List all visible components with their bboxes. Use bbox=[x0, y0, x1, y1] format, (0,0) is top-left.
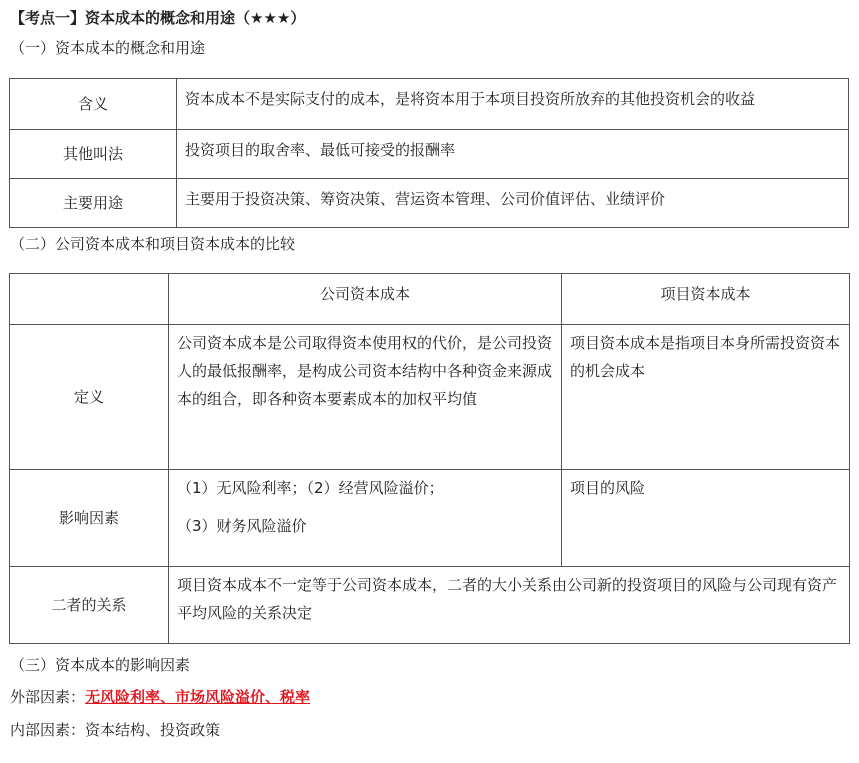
concept-table bbox=[9, 78, 849, 228]
project-definition: 项目资本成本是指项目本身所需投资资本的机会成本 bbox=[562, 325, 850, 470]
company-definition: 公司资本成本是公司取得资本使用权的代价，是公司投资人的最低报酬率，是构成公司资本结构中各种资金来源成本的组合，即各种资本要素成本的加权平均值 bbox=[169, 325, 562, 470]
company-factors bbox=[169, 470, 562, 567]
row-label: 定义 bbox=[10, 325, 169, 470]
company-factors-line1: （1）无风险利率；（2）经营风险溢价； bbox=[177, 479, 444, 497]
row-label: 影响因素 bbox=[10, 470, 169, 567]
header-cell-project: 项目资本成本 bbox=[562, 274, 850, 325]
external-value: 无风险利率、市场风险溢价、税率 bbox=[85, 688, 311, 706]
external-label: 外部因素： bbox=[10, 688, 86, 706]
row-value: 主要用于投资决策、筹资决策、营运资本管理、公司价值评估、业绩评价 bbox=[177, 179, 849, 228]
section-heading-1: （一）资本成本的概念和用途 bbox=[10, 39, 206, 57]
page-title: 【考点一】资本成本的概念和用途（★★★） bbox=[10, 9, 306, 27]
section-heading-2: （二）公司资本成本和项目资本成本的比较 bbox=[10, 235, 296, 253]
external-factors bbox=[10, 687, 310, 707]
row-label: 其他叫法 bbox=[10, 130, 177, 179]
project-factors: 项目的风险 bbox=[562, 470, 850, 567]
row-value: 资本成本不是实际支付的成本，是将资本用于本项目投资所放弃的其他投资机会的收益 bbox=[177, 79, 849, 130]
table-row bbox=[10, 130, 849, 179]
comparison-table bbox=[9, 273, 850, 644]
table-row bbox=[10, 470, 850, 567]
header-cell-company: 公司资本成本 bbox=[169, 274, 562, 325]
internal-factors bbox=[10, 720, 220, 740]
table-row bbox=[10, 567, 850, 644]
internal-label: 内部因素： bbox=[10, 721, 86, 739]
table-row bbox=[10, 79, 849, 130]
company-factors-line2: （3）财务风险溢价 bbox=[177, 517, 307, 535]
table-header-row bbox=[10, 274, 850, 325]
section-heading-3: （三）资本成本的影响因素 bbox=[10, 656, 191, 674]
relation-value: 项目资本成本不一定等于公司资本成本，二者的大小关系由公司新的投资项目的风险与公司现有资产平均风险的关系决定 bbox=[169, 567, 850, 644]
table-row bbox=[10, 325, 850, 470]
internal-value: 资本结构、投资政策 bbox=[85, 721, 221, 739]
row-label: 主要用途 bbox=[10, 179, 177, 228]
row-label: 二者的关系 bbox=[10, 567, 169, 644]
header-cell-empty bbox=[10, 274, 169, 325]
row-label: 含义 bbox=[10, 79, 177, 130]
table-row bbox=[10, 179, 849, 228]
row-value: 投资项目的取舍率、最低可接受的报酬率 bbox=[177, 130, 849, 179]
